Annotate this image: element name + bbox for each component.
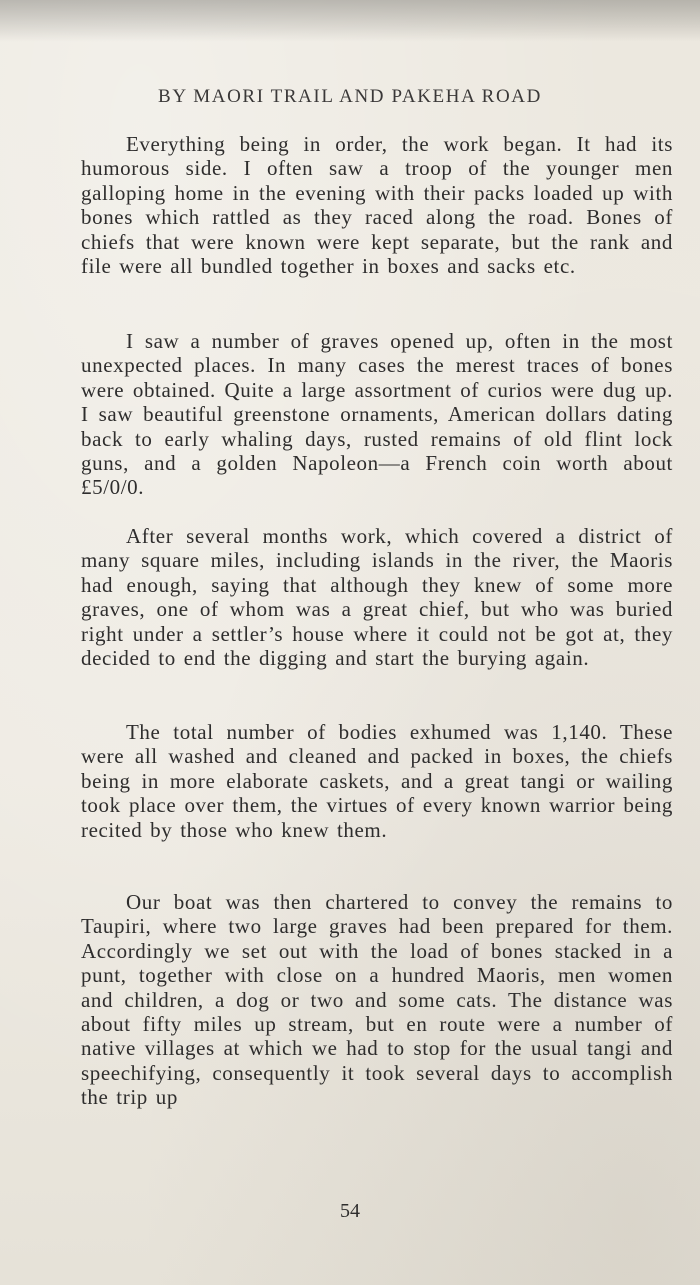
page-top-shadow <box>0 0 700 42</box>
paragraph-4: The total number of bodies exhumed was 1,140. These were all washed and cleaned and packed in boxes, the chiefs being in more elaborate caskets, and a great tangi or wailing took place over them, the virtues of every known warrior being recited by those who knew them. <box>81 720 673 842</box>
page-number: 54 <box>340 1200 360 1222</box>
paragraph-1: Everything being in order, the work began. It had its humorous side. I often saw a troop of the younger men galloping home in the evening with their packs loaded up with bones which rattled as they raced along the road. Bones of chiefs that were known were kept separate, but the rank and file were all bundled together in boxes and sacks etc. <box>81 132 673 279</box>
running-head: BY MAORI TRAIL AND PAKEHA ROAD <box>158 86 542 107</box>
paragraph-5: Our boat was then chartered to convey the remains to Taupiri, where two large graves had been prepared for them. Accordingly we set out with the load of bones stacked in a punt, together with close on a hundred Maoris, men women and children, a dog or two and some cats. The distance was about fifty miles up stream, but en route were a number of native villages at which we had to stop for the usual tangi and speechifying, consequently it took several days to accomplish the trip up <box>81 890 673 1110</box>
paragraph-3: After several months work, which covered a district of many square miles, including islands in the river, the Maoris had enough, saying that although they knew of some more graves, one of whom was a great chief, but who was buried right under a settler’s house where it could not be got at, they decided to end the digging and start the burying again. <box>81 524 673 671</box>
paragraph-2: I saw a number of graves opened up, often in the most unexpected places. In many cases the merest traces of bones were obtained. Quite a large assortment of curios were dug up. I saw beautiful greenstone ornaments, American dollars dating back to early whaling days, rusted remains of old flint lock guns, and a golden Napoleon—a French coin worth about £5/0/0. <box>81 329 673 500</box>
